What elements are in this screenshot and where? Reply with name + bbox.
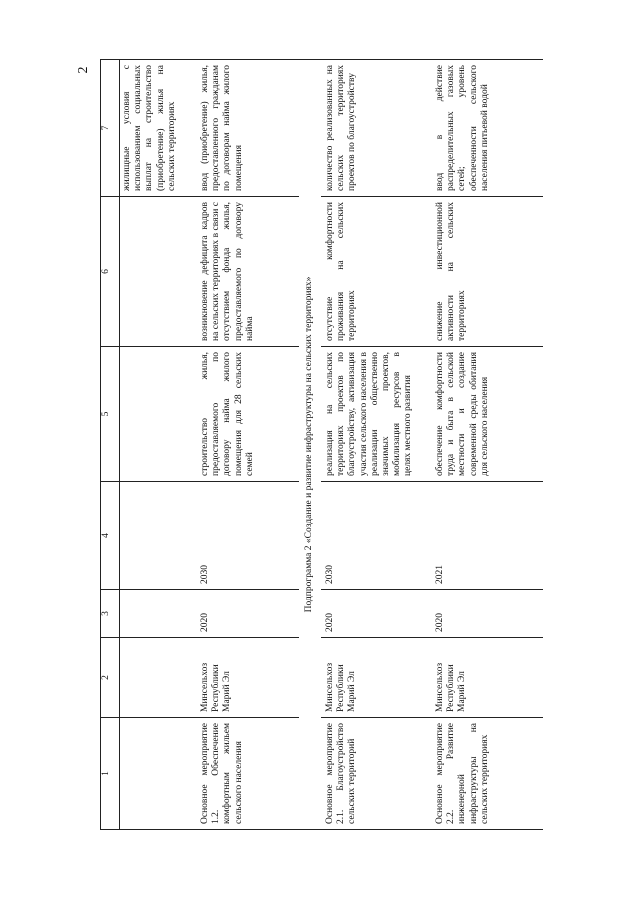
header-cell: 6 xyxy=(101,197,120,347)
table-cell: Минсельхоз Республики Марий Эл xyxy=(196,638,299,718)
table-cell: строительство жилья, предоставляемого по договору найма жилого помещения для 28 сельских семей xyxy=(196,347,299,482)
table-row xyxy=(431,60,543,830)
table-row xyxy=(321,60,431,830)
table-cell: 2020 xyxy=(321,590,431,638)
table-cell: ввод в действие распределительных газовых сетей; уровень обеспеченности сельского населения питьевой водой xyxy=(431,60,543,197)
table-cell: ввод (приобретение) жилья, предоставленного гражданам по договорам найма жилого помещения xyxy=(196,60,299,197)
table-cell: возникновение дефицита кадров на сельских территориях в связи с отсутствием фонда жилья, предоставляемого по договору найма xyxy=(196,197,299,347)
subprogram-title: Подпрограмма 2 «Создание и развитие инфраструктуры на сельских территориях» xyxy=(299,60,321,830)
header-cell: 1 xyxy=(101,718,120,830)
table-cell: реализация на сельских территориях проектов по благоустройству, активизация участия сельского населения в реализации общественно значимых проектов, мобилизация ресурсов в целях местного развития xyxy=(321,347,431,482)
table-cell: жилищные условия с использованием социальных выплат на строительство (приобретение) жилья на сельских территориях xyxy=(120,60,197,197)
table-cell: 2030 xyxy=(196,482,299,590)
table-row xyxy=(196,60,299,830)
header-cell: 7 xyxy=(101,60,120,197)
header-cell: 5 xyxy=(101,347,120,482)
header-row xyxy=(101,60,120,830)
table-cell: Основное мероприятие 2.2. Развитие инженерной инфраструктуры на сельских территориях xyxy=(431,718,543,830)
measures-table xyxy=(100,59,543,830)
header-cell: 4 xyxy=(101,482,120,590)
rotated-table-container xyxy=(100,60,540,830)
table-cell: 2030 xyxy=(321,482,431,590)
table-cell: снижение инвестиционной активности на сельских территориях xyxy=(431,197,543,347)
table-cell: отсутствие комфортности проживания на сельских территориях xyxy=(321,197,431,347)
subprogram-row xyxy=(299,60,321,830)
header-cell: 3 xyxy=(101,590,120,638)
table-cell: Основное мероприятие 1.2. Обеспечение комфортным жильем сельского населения xyxy=(196,718,299,830)
table-cell: количество реализованных на сельских территориях проектов по благоустройству xyxy=(321,60,431,197)
table-cell: Основное мероприятие 2.1. Благоустройство сельских территорий xyxy=(321,718,431,830)
page-number: 2 xyxy=(76,66,91,74)
header-cell: 2 xyxy=(101,638,120,718)
table-cell: 2020 xyxy=(196,590,299,638)
table-cell: 2021 xyxy=(431,482,543,590)
table-row xyxy=(120,60,197,830)
table-cell: Минсельхоз Республики Марий Эл xyxy=(321,638,431,718)
table-cell: Минсельхоз Республики Марий Эл xyxy=(431,638,543,718)
table-cell: 2020 xyxy=(431,590,543,638)
table-cell: обеспечение комфортности труда и быта в сельской местности и создание современной среды обитания для сельского населения xyxy=(431,347,543,482)
